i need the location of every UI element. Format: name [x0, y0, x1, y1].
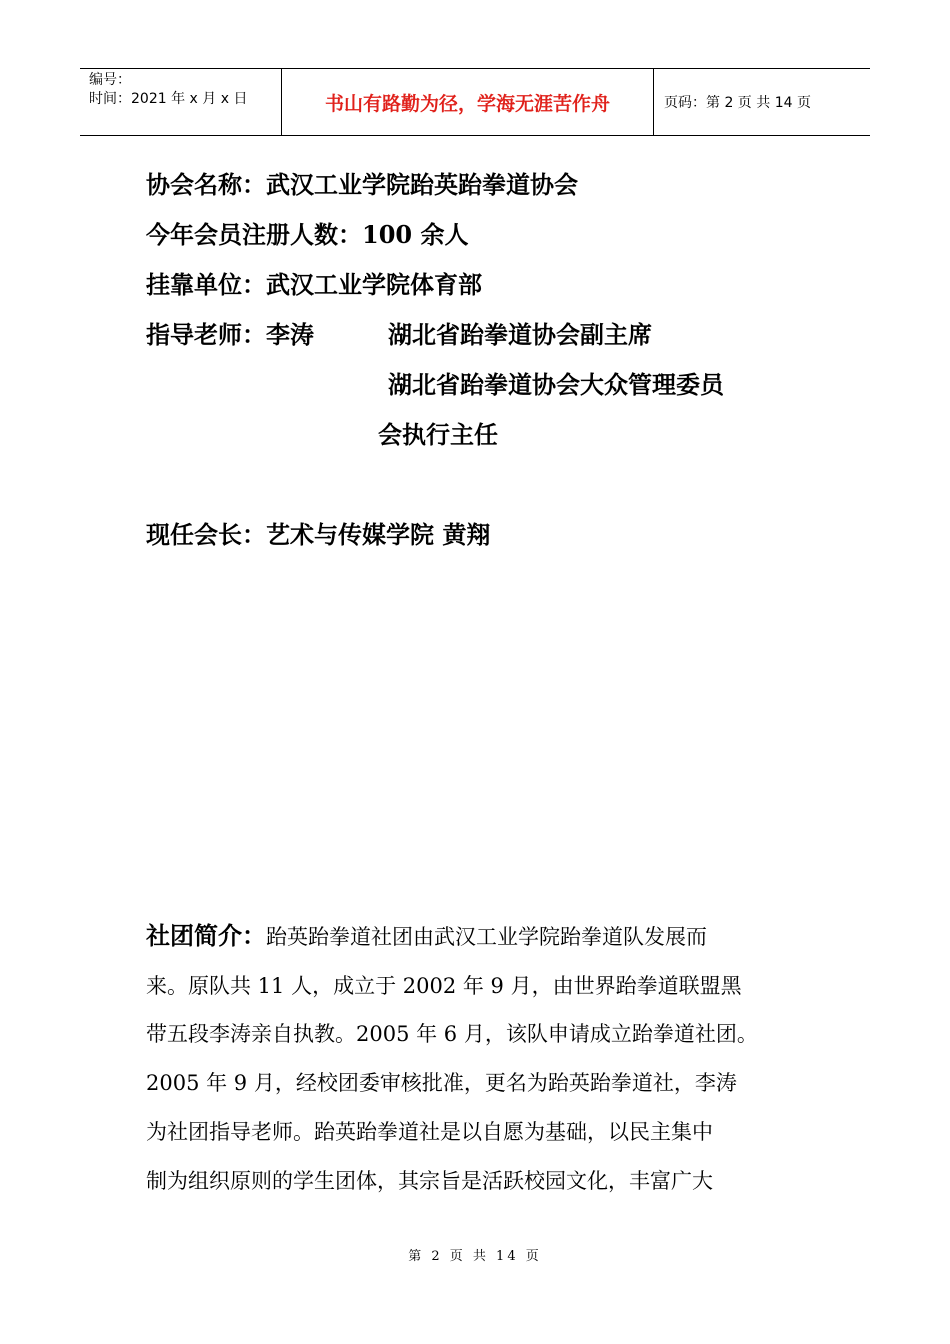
intro-line: [146, 912, 816, 962]
header-page-cell: [654, 69, 870, 135]
intro-paragraph: [146, 912, 816, 1205]
page-code: 页码：第 2 页 共 14 页: [664, 95, 811, 111]
intro-line: 制为组织原则的学生团体，其宗旨是活跃校园文化，丰富广大: [146, 1168, 713, 1193]
advisor-title-2a: 湖北省跆拳道协会大众管理委员: [388, 370, 724, 399]
advisor-label: 指导老师：李涛: [146, 320, 314, 349]
header-motto-cell: [281, 69, 654, 135]
number-label: 编号：: [89, 72, 131, 88]
motto-text: 书山有路勤为径，学海无涯苦作舟: [324, 92, 610, 115]
header-meta-cell: [80, 69, 281, 135]
intro-line: 2005 年 9 月，经校团委审核批准，更名为跆英跆拳道社，李涛: [146, 1071, 737, 1096]
intro-line: 来。原队共 11 人，成立于 2002 年 9 月，由世界跆拳道联盟黑: [146, 973, 742, 998]
time-label: 时间：2021 年 x 月 x 日: [89, 91, 248, 107]
header-table: [80, 68, 870, 136]
advisor-title-1: 湖北省跆拳道协会副主席: [388, 320, 652, 349]
association-name: 协会名称：武汉工业学院跆英跆拳道协会: [146, 170, 578, 199]
affiliated-unit: 挂靠单位：武汉工业学院体育部: [146, 270, 482, 299]
intro-line: 为社团指导老师。跆英跆拳道社是以自愿为基础，以民主集中: [146, 1119, 713, 1144]
intro-label: 社团简介：: [146, 921, 266, 950]
member-count: 今年会员注册人数：100 余人: [146, 220, 469, 249]
president: 现任会长：艺术与传媒学院 黄翔: [146, 520, 491, 549]
intro-line-text: 跆英跆拳道社团由武汉工业学院跆拳道队发展而: [266, 925, 707, 949]
page-footer: 第 2 页 共 14 页: [408, 1249, 542, 1264]
intro-line: 带五段李涛亲自执教。2005 年 6 月，该队申请成立跆拳道社团。: [146, 1022, 758, 1047]
advisor-title-2b: 会执行主任: [378, 420, 498, 449]
